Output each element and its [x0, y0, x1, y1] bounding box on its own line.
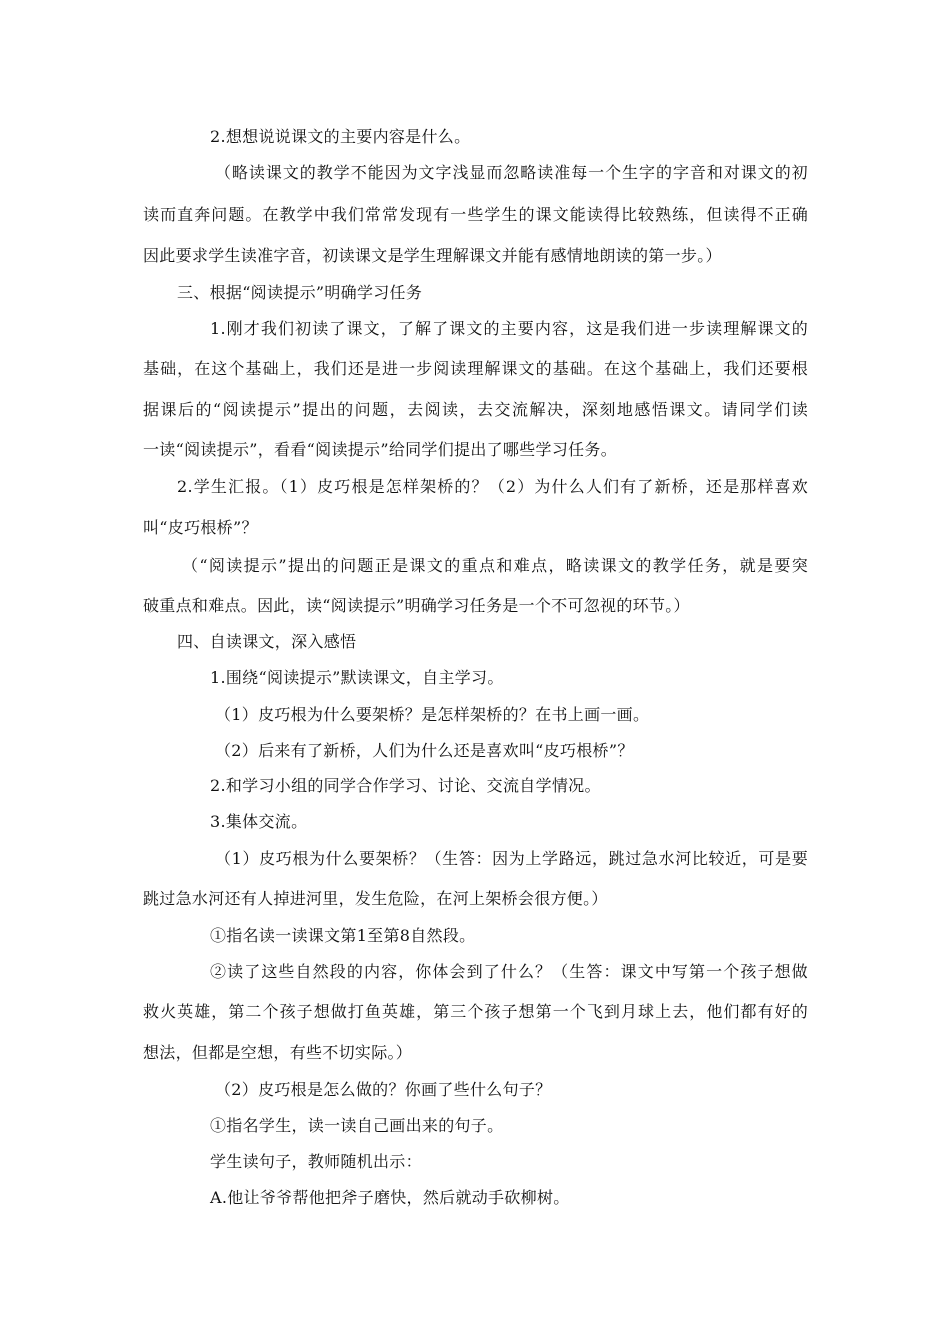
- section-heading: 三、根据“阅读提示”明确学习任务: [177, 283, 423, 302]
- text-line: A.他让爷爷帮他把斧子磨快，然后就动手砍柳树。: [210, 1188, 570, 1207]
- text-line: 据课后的“阅读提示”提出的问题，去阅读，去交流解决，深刻地感悟课文。请同学们读: [143, 400, 808, 419]
- text-line: 学生读句子，教师随机出示：: [210, 1152, 422, 1171]
- text-line: 2.和学习小组的同学合作学习、讨论、交流自学情况。: [210, 776, 601, 795]
- text-line: （“阅读提示”提出的问题正是课文的重点和难点，略读课文的教学任务，就是要突: [182, 556, 808, 575]
- text-line: 2.学生汇报。（1）皮巧根是怎样架桥的？（2）为什么人们有了新桥，还是那样喜欢: [177, 477, 808, 496]
- text-line: 想法，但都是空想，有些不切实际。）: [143, 1043, 413, 1062]
- text-line: 救火英雄，第二个孩子想做打鱼英雄，第三个孩子想第一个飞到月球上去，他们都有好的: [143, 1002, 808, 1021]
- text-line: 3.集体交流。: [210, 812, 308, 831]
- text-line: 一读“阅读提示”，看看“阅读提示”给同学们提出了哪些学习任务。: [143, 440, 618, 459]
- text-line: 破重点和难点。因此，读“阅读提示”明确学习任务是一个不可忽视的环节。）: [143, 596, 690, 615]
- text-line: 因此要求学生读准字音，初读课文是学生理解课文并能有感情地朗读的第一步。）: [143, 246, 722, 265]
- text-line: ①指名读一读课文第1至第8自然段。: [210, 926, 476, 945]
- text-line: （2）皮巧根是怎么做的？你画了些什么句子？: [215, 1080, 552, 1099]
- section-heading: 四、自读课文，深入感悟: [177, 632, 357, 651]
- text-line: 1.刚才我们初读了课文，了解了课文的主要内容，这是我们进一步读理解课文的: [210, 319, 808, 338]
- text-line: （1）皮巧根为什么要架桥？（生答：因为上学路远，跳过急水河比较近，可是要: [215, 849, 808, 868]
- text-line: 基础，在这个基础上，我们还是进一步阅读理解课文的基础。在这个基础上，我们还要根: [143, 359, 808, 378]
- text-line: （1）皮巧根为什么要架桥？是怎样架桥的？在书上画一画。: [215, 705, 650, 724]
- text-line: 叫“皮巧根桥”？: [143, 518, 258, 537]
- text-line: 2.想想说说课文的主要内容是什么。: [210, 127, 471, 146]
- text-line: 跳过急水河还有人掉进河里，发生危险，在河上架桥会很方便。）: [143, 889, 608, 908]
- text-line: ②读了这些自然段的内容，你体会到了什么？（生答：课文中写第一个孩子想做: [210, 962, 808, 981]
- text-line: 1.围绕“阅读提示”默读课文，自主学习。: [210, 668, 504, 687]
- text-line: （略读课文的教学不能因为文字浅显而忽略读准每一个生字的字音和对课文的初: [215, 163, 808, 182]
- text-line: （2）后来有了新桥，人们为什么还是喜欢叫“皮巧根桥”？: [215, 741, 634, 760]
- text-line: ①指名学生，读一读自己画出来的句子。: [210, 1116, 504, 1135]
- text-line: 读而直奔问题。在教学中我们常常发现有一些学生的课文能读得比较熟练，但读得不正确: [143, 205, 808, 224]
